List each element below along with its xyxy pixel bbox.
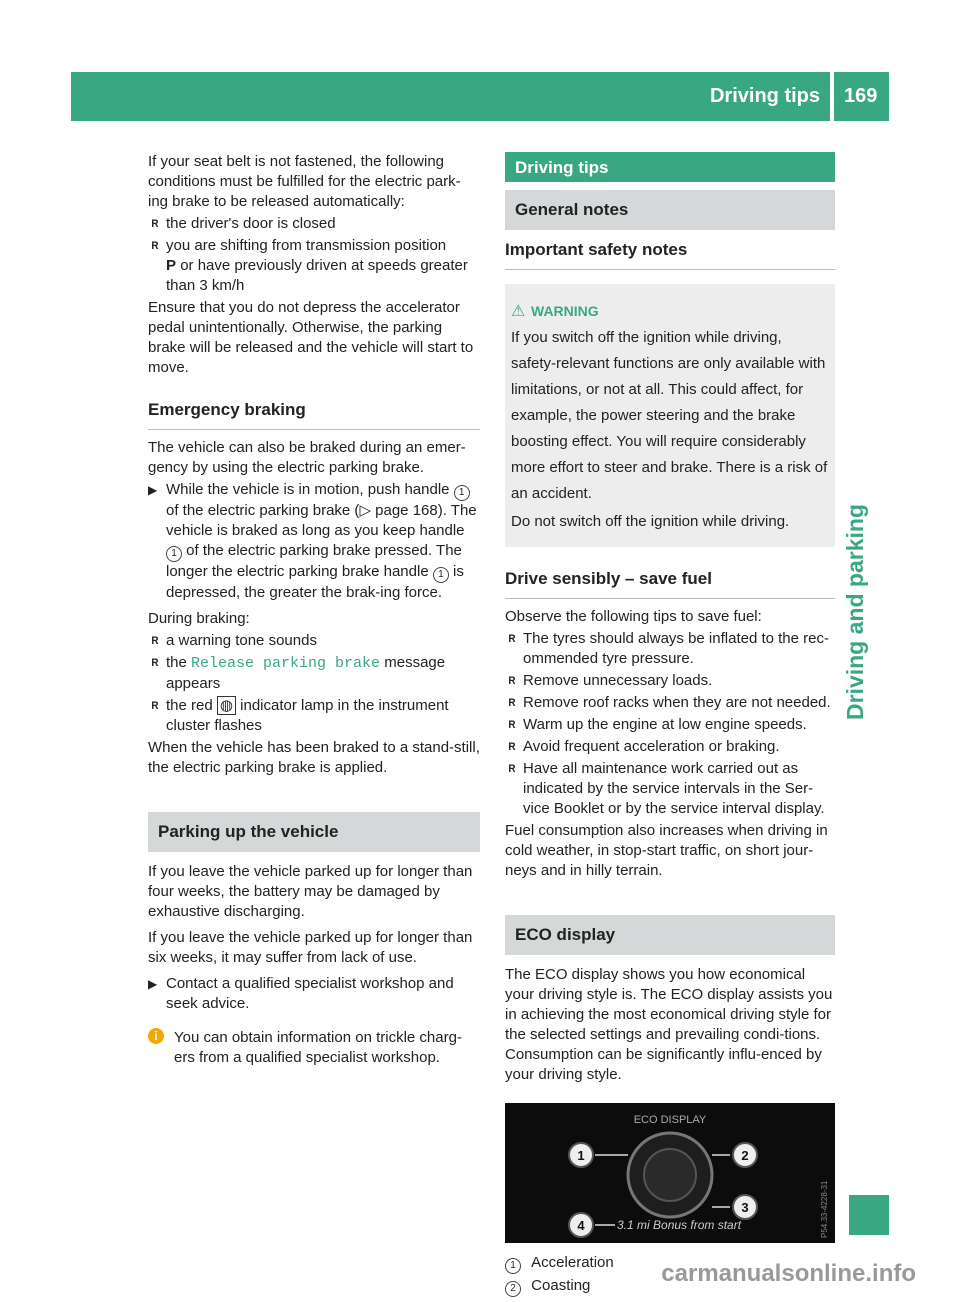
- section-heading-safety: Important safety notes: [505, 240, 835, 270]
- chapter-marker: [849, 1195, 889, 1235]
- during-label: During braking:: [148, 610, 250, 627]
- left-column: [148, 152, 480, 1068]
- callout-2-icon: 2: [505, 1281, 521, 1297]
- intro-warning-text: Ensure that you do not depress the accelerator pedal unintentionally. Otherwise, the parking brake will be released and the vehicle will start to move.: [148, 299, 474, 376]
- legend-item: 2 Coasting: [505, 1276, 835, 1297]
- section-title-driving-tips: Driving tips: [505, 152, 835, 182]
- eco-text: The ECO display shows you how economical your driving style is. The ECO display assists you in achieving the most economical driving style for the selected settings and prevailing condi-tions. Consumption can be significantly influ-enced by your driving style.: [505, 966, 833, 1083]
- section-heading-emergency: Emergency braking: [148, 400, 480, 430]
- list-item: R you are shifting from transmission position P or have previously driven at speeds greater than 3 km/h: [148, 236, 480, 296]
- warning-text-2: Do not switch off the ignition while driving.: [511, 513, 790, 530]
- callout-1-icon: 1: [433, 567, 449, 583]
- list-item: R the Release parking brake message appears: [148, 653, 480, 694]
- parking-brake-lamp-icon: ◍: [217, 696, 236, 715]
- callout-3: 3: [741, 1200, 749, 1215]
- right-column: [505, 152, 835, 1299]
- callout-2: 2: [741, 1148, 749, 1163]
- eco-image-code: P54.33-4228-31: [820, 1180, 829, 1238]
- warning-box: [505, 284, 835, 547]
- legend-item: 1 Acceleration: [505, 1253, 835, 1274]
- page-link[interactable]: page 168).: [375, 502, 447, 519]
- section-heading-parking: Parking up the vehicle: [148, 812, 480, 852]
- eco-display-graphic: [505, 1103, 835, 1243]
- list-item: R Remove roof racks when they are not needed.: [505, 693, 835, 713]
- emergency-step: ▶ While the vehicle is in motion, push handle 1 of the electric parking brake (▷ page 168). The vehicle is braked as long as you keep handle 1 of the electric parking brake pressed. The longer the electric parking brake handle 1 is depressed, the greater the brak-ing force.: [148, 480, 480, 603]
- stopped-text: When the vehicle has been braked to a stand-still, the electric parking brake is applied.: [148, 739, 480, 776]
- callout-1-icon: 1: [454, 485, 470, 501]
- list-item: R Have all maintenance work carried out as indicated by the service intervals in the Ser-vice Booklet or by the service interval display.: [505, 759, 835, 819]
- list-item: R the red ◍ indicator lamp in the instrument cluster flashes: [148, 696, 480, 736]
- display-message: Release parking brake: [191, 655, 381, 672]
- list-item: R Avoid frequent acceleration or braking.: [505, 737, 835, 757]
- callout-1-icon: 1: [166, 546, 182, 562]
- eco-image-heading: ECO DISPLAY: [633, 1114, 707, 1126]
- intro-text: If your seat belt is not fastened, the following conditions must be fulfilled for the electric park-ing brake to be released automatically:: [148, 153, 461, 210]
- callout-1-icon: 1: [505, 1258, 521, 1274]
- section-heading-general: General notes: [505, 190, 835, 230]
- section-heading-fuel: Drive sensibly – save fuel: [505, 569, 835, 599]
- eco-display-image: [505, 1103, 835, 1243]
- fuel-outro: Fuel consumption also increases when driving in cold weather, in stop-start traffic, on short jour-neys and in hilly terrain.: [505, 822, 828, 879]
- watermark: carmanualsonline.info: [661, 1260, 916, 1287]
- info-icon: i: [148, 1028, 164, 1044]
- page-title: Driving tips: [709, 85, 820, 107]
- warning-label: WARNING: [531, 303, 599, 319]
- parking-text-2: If you leave the vehicle parked up for longer than six weeks, it may suffer from lack of use.: [148, 929, 473, 966]
- list-item: R Warm up the engine at low engine speeds.: [505, 715, 835, 735]
- callout-4: 4: [577, 1218, 585, 1233]
- gear-p-icon: P: [166, 257, 177, 274]
- page-number: 169: [844, 85, 878, 107]
- fuel-intro: Observe the following tips to save fuel:: [505, 608, 762, 625]
- callout-1: 1: [577, 1148, 585, 1163]
- parking-text-1: If you leave the vehicle parked up for longer than four weeks, the battery may be damaged by exhaustive discharging.: [148, 863, 473, 920]
- list-item: R The tyres should always be inflated to the rec-ommended tyre pressure.: [505, 629, 835, 669]
- warning-text-1: If you switch off the ignition while driving, safety-relevant functions are only available with limitations, or not at all. This could affect, for example, the power steering and the brake boosting effect. You will require considerably more effort to steer and brake. There is a risk of an accident.: [511, 329, 828, 502]
- warning-triangle-icon: ⚠: [511, 303, 526, 320]
- eco-bonus-text: 3.1 mi Bonus from start: [617, 1218, 742, 1232]
- list-item: R a warning tone sounds: [148, 631, 480, 651]
- emergency-text: The vehicle can also be braked during an emer-gency by using the electric parking brake.: [148, 439, 466, 476]
- parking-step: ▶ Contact a qualified specialist workshop and seek advice.: [148, 974, 480, 1014]
- info-note: i You can obtain information on trickle charg-ers from a qualified specialist workshop.: [148, 1028, 480, 1068]
- list-item: R the driver's door is closed: [148, 214, 480, 234]
- page-ref-icon: ▷: [359, 502, 371, 519]
- header-divider: [830, 72, 834, 121]
- chapter-label: Driving and parking: [842, 504, 868, 720]
- list-item: R Remove unnecessary loads.: [505, 671, 835, 691]
- section-heading-eco: ECO display: [505, 915, 835, 955]
